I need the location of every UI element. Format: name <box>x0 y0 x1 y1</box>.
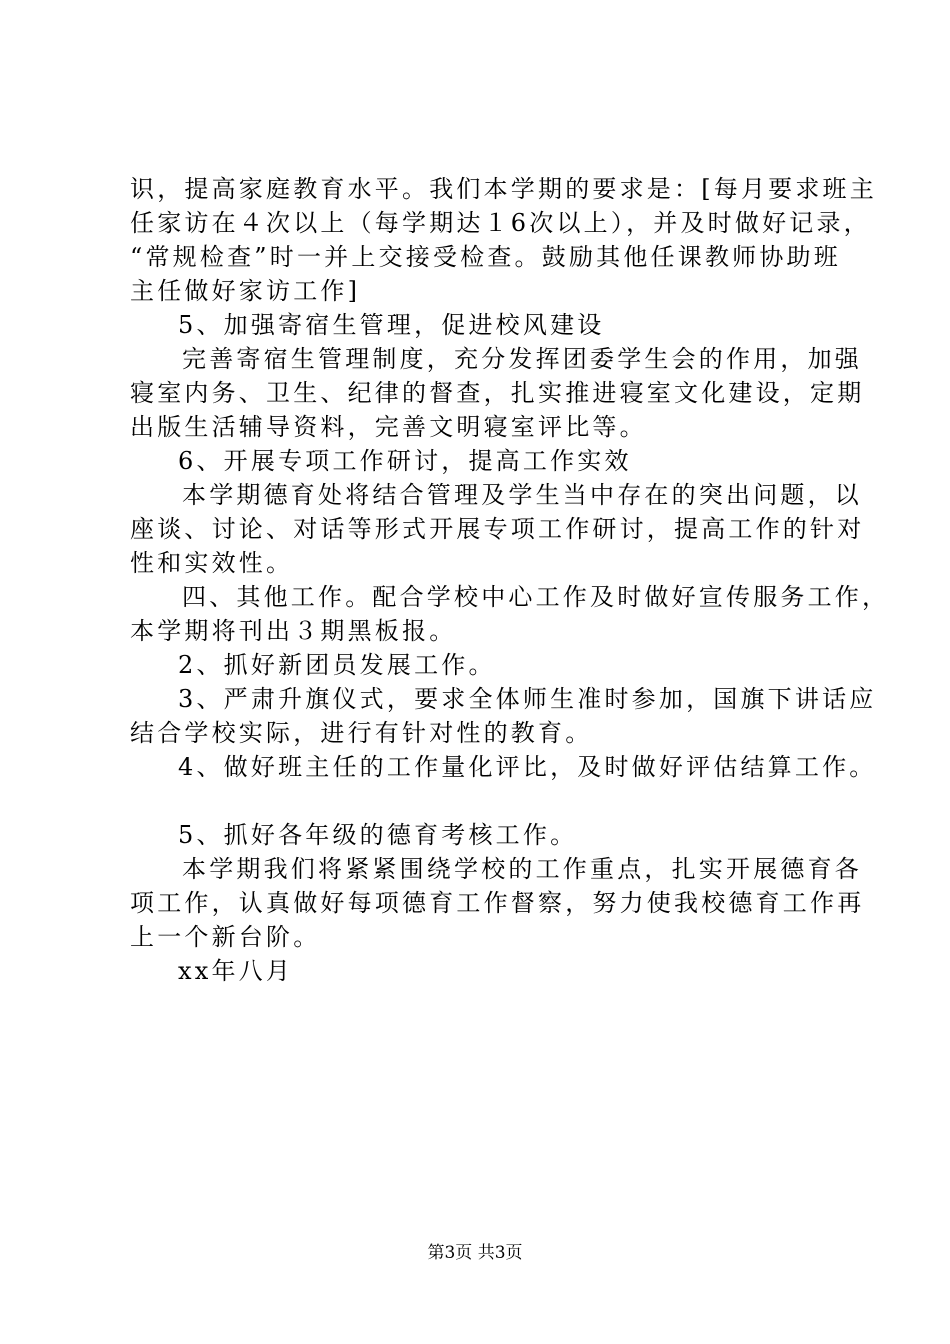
text-line: 识，提高家庭教育水平。我们本学期的要求是：[每月要求班主 <box>130 175 877 203</box>
text-line: 任家访在４次以上（每学期达１6次以上），并及时做好记录， <box>130 209 871 237</box>
text-line: 完善寄宿生管理制度，充分发挥团委学生会的作用，加强 <box>182 345 862 373</box>
list-item: 2、抓好新团员发展工作。 <box>178 651 496 679</box>
section-heading: 6、开展专项工作研讨，提高工作实效 <box>178 447 632 475</box>
section-heading: 5、加强寄宿生管理，促进校风建设 <box>178 311 605 339</box>
text-line: 本学期将刊出３期黑板报。 <box>130 617 457 645</box>
text-line: 项工作，认真做好每项德育工作督察，努力使我校德育工作再 <box>130 889 865 917</box>
text-line: 四、其他工作。配合学校中心工作及时做好宣传服务工作， <box>182 583 890 611</box>
text-line: 上一个新台阶。 <box>130 923 321 951</box>
text-line: 出版生活辅导资料，完善文明寝室评比等。 <box>130 413 647 441</box>
text-line: 主任做好家访工作] <box>130 277 361 305</box>
document-date: xx年八月 <box>178 957 294 985</box>
list-item: 5、抓好各年级的德育考核工作。 <box>178 821 578 849</box>
document-body <box>130 172 890 988</box>
list-item: 4、做好班主任的工作量化评比，及时做好评估结算工作。 <box>178 753 877 781</box>
list-item: 3、严肃升旗仪式，要求全体师生准时参加，国旗下讲话应 <box>178 685 877 713</box>
text-line: “常规检查”时一并上交接受检查。鼓励其他任课教师协助班 <box>130 243 841 271</box>
text-line: 寝室内务、卫生、纪律的督查，扎实推进寝室文化建设，定期 <box>130 379 865 407</box>
text-line: 本学期我们将紧紧围绕学校的工作重点，扎实开展德育各 <box>182 855 862 883</box>
text-line: 结合学校实际，进行有针对性的教育。 <box>130 719 593 747</box>
text-line: 性和实效性。 <box>130 549 294 577</box>
blank-line <box>130 784 830 818</box>
text-line: 本学期德育处将结合管理及学生当中存在的突出问题，以 <box>182 481 862 509</box>
page-number-footer: 第3页 共3页 <box>427 1243 523 1263</box>
text-line: 座谈、讨论、对话等形式开展专项工作研讨，提高工作的针对 <box>130 515 865 543</box>
